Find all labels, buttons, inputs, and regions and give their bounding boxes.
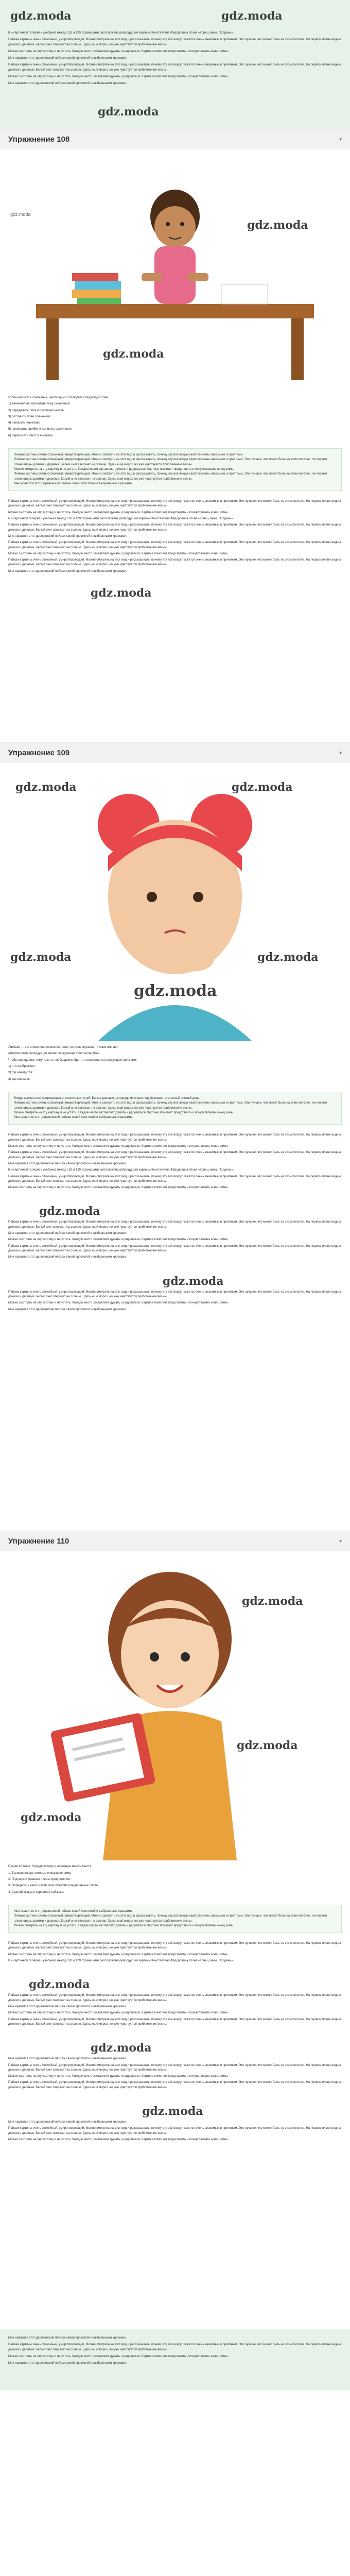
watermark-logo: gdz.moda xyxy=(98,105,159,118)
paragraph: Пейзаж картины очень спокойный, умиротворяющий. Можно смотреть на этот вид и рассказывать, почему эту всё вокруг кажется очень знакомым и приятным. Это лучшее, что может быть на этом полотне. На первом плане видны домики и деревья. Белый снег сверкает на солнце. Здесь ещё мороз, но уже чувствуется приближение весны. xyxy=(8,1994,341,2002)
answer-box xyxy=(8,1905,342,1933)
watermark-logo: gdz.moda xyxy=(232,781,293,794)
list-item: 4) написать черновик; xyxy=(8,421,40,425)
exercise-title: Упражнение 108 xyxy=(8,134,70,144)
paragraph: Можно смотреть на эту картину и не устать. Каждое место заставляет думать и радоваться. Картина помогает представить и почувствовать конец зимы. xyxy=(8,552,229,555)
answer-text: Мне нравится этот деревенский пейзаж своей простотой и выбранными красками. xyxy=(14,1909,133,1913)
exercise-title: Упражнение 110 xyxy=(8,1537,69,1546)
paragraph: Пейзаж картины очень спокойный, умиротворяющий. Можно смотреть на этот вид и рассказывать, почему эту всё вокруг кажется очень знакомым и приятным. Это лучшее, что может быть на этом полотне. На первом плане видны домики и деревья. Белый снег сверкает на солнце. Здесь ещё мороз, но уже чувствуется приближение весны. xyxy=(8,1221,341,1229)
footer-panel xyxy=(0,2329,350,2391)
intro-panel xyxy=(0,0,350,129)
answer-box xyxy=(8,448,342,491)
paragraph: Пейзаж картины очень спокойный, умиротворяющий. Можно смотреть на этот вид и рассказывать, почему эту всё вокруг кажется очень знакомым и приятным. Это лучшее, что может быть на этом полотне. На первом плане видны домики и деревья. Белый снег сверкает на солнце. Здесь ещё мороз, но уже чувствуется приближение весны. xyxy=(8,2081,341,2089)
watermark-logo: gdz.moda xyxy=(10,212,31,217)
watermark-logo: gdz.moda xyxy=(91,586,152,600)
answer-text: Вокруг кажется всё сверкающим от солнечных лучей. Белые деревья на переднем плане подчёркивают этот ясный зимний день. xyxy=(14,1096,200,1100)
paragraph: Можно смотреть на эту картину и не устать. Каждое место заставляет думать и радоваться. Картина помогает представить и почувствовать конец зимы. xyxy=(8,1953,229,1956)
list-item: 1. Выпиши слова, которые описывают зиму. xyxy=(8,1871,72,1875)
list-item: 2) где находится; xyxy=(8,1071,33,1075)
paragraph: Пейзаж картины очень спокойный, умиротворяющий. Можно смотреть на этот вид и рассказывать, почему эту всё вокруг кажется очень знакомым и приятным. Это лучшее, что может быть на этом полотне. На первом плане видны домики и деревья. Белый снег сверкает на солнце. Здесь ещё мороз, но уже чувствуется приближение весны. xyxy=(8,1290,341,1298)
answer-text: Можно смотреть на эту картину и не устать. Каждое место заставляет думать и радоваться. Картина помогает представить и почувствовать конец зимы. xyxy=(14,467,234,471)
paragraph: Мне нравится этот деревенский пейзаж своей простотой и выбранными красками. xyxy=(8,1232,127,1235)
answer-text: Пейзаж картины очень спокойный, умиротворяющий. Можно смотреть на этот вид и рассказывать, почему эту всё вокруг кажется очень знакомым и приятным. xyxy=(14,453,244,457)
exercise-text xyxy=(0,392,350,444)
watermark-logo: gdz.moda xyxy=(91,2041,152,2055)
list-item: Литовки — это слово или словосочетание, которое отражает и сама или нет. xyxy=(8,1046,119,1049)
list-item: Чтобы написать сочинение, необходимо соблюдать следующий план: xyxy=(8,396,109,399)
intro-paragraph: Пейзаж картины очень спокойный, умиротворяющий. Можно смотреть на этот вид и рассказывать, почему эту всё вокруг кажется очень знакомым и приятным. Это лучшее, что может быть на этом полотне. На первом плане видны домики и деревья. Белый снег сверкает на солнце. Здесь ещё мороз, но уже чувствуется приближение весны. xyxy=(8,38,341,46)
answer-text: Пейзаж картины очень спокойный, умиротворяющий. Можно смотреть на этот вид и рассказывать, почему эту всё вокруг кажется очень знакомым и приятным. Это лучшее, что может быть на этом полотне. На первом плане видны домики и деревья. Белый снег сверкает на солнце. Здесь ещё мороз, но уже чувствуется приближение весны. xyxy=(14,472,327,481)
exercise-illustration xyxy=(0,149,350,392)
list-item: 2. Подчеркни главные члены предложения. xyxy=(8,1878,71,1882)
list-item: 1) внимательно прочитать тему сочинения; xyxy=(8,402,71,406)
paragraph: Пейзаж картины очень спокойный, умиротворяющий. Можно смотреть на этот вид и рассказывать, почему эту всё вокруг кажется очень знакомым и приятным. Это лучшее, что может быть на этом полотне. На первом плане видны домики и деревья. Белый снег сверкает на солнце. Здесь ещё мороз, но уже чувствуется приближение весны. xyxy=(8,523,341,532)
answer-text: Мне нравится этот деревенский пейзаж своей простотой и выбранными красками. xyxy=(14,1116,133,1120)
watermark-logo: gdz.moda xyxy=(10,9,72,23)
exercise-extra-text xyxy=(0,1129,350,1531)
exercise-header[interactable] xyxy=(0,1531,350,1551)
paragraph: Пейзаж картины очень спокойный, умиротворяющий. Можно смотреть на этот вид и рассказывать, почему эту всё вокруг кажется очень знакомым и приятным. Это лучшее, что может быть на этом полотне. На первом плане видны домики и деревья. Белый снег сверкает на солнце. Здесь ещё мороз, но уже чувствуется приближение весны. xyxy=(8,558,341,567)
footer-text: Пейзаж картины очень спокойный, умиротворяющий. Можно смотреть на этот вид и рассказывать, почему эту всё вокруг кажется очень знакомым и приятным. Это лучшее, что может быть на этом полотне. На первом плане видны домики и деревья. Белый снег сверкает на солнце. Здесь ещё мороз, но уже чувствуется приближение весны. xyxy=(8,2343,341,2351)
paragraph: Пейзаж картины очень спокойный, умиротворяющий. Можно смотреть на этот вид и рассказывать, почему эту всё вокруг кажется очень знакомым и приятным. Это лучшее, что может быть на этом полотне. На первом плане видны домики и деревья. Белый снег сверкает на солнце. Здесь ещё мороз, но уже чувствуется приближение весны. xyxy=(8,541,341,549)
paragraph: Можно смотреть на эту картину и не устать. Каждое место заставляет думать и радоваться. Картина помогает представить и почувствовать конец зимы. xyxy=(8,2138,229,2142)
watermark-logo: gdz.moda xyxy=(257,951,319,964)
chevron-down-icon[interactable]: ▾ xyxy=(339,1538,342,1544)
intro-paragraph: Пейзаж картины очень спокойный, умиротворяющий. Можно смотреть на этот вид и рассказывать, почему эту всё вокруг кажется очень знакомым и приятным. Это лучшее, что может быть на этом полотне. На первом плане видны домики и деревья. Белый снег сверкает на солнце. Здесь ещё мороз, но уже чувствуется приближение весны. xyxy=(8,63,341,72)
list-item: 2) определить тему и основную мысль; xyxy=(8,409,65,412)
watermark-logo: gdz.moda xyxy=(142,2105,203,2119)
paragraph: Пейзаж картины очень спокойный, умиротворяющий. Можно смотреть на этот вид и рассказывать, почему эту всё вокруг кажется очень знакомым и приятным. Это лучшее, что может быть на этом полотне. На первом плане видны домики и деревья. Белый снег сверкает на солнце. Здесь ещё мороз, но уже чувствуется приближение весны. xyxy=(8,1244,341,1252)
answer-text: Пейзаж картины очень спокойный, умиротворяющий. Можно смотреть на этот вид и рассказывать, почему эту всё вокруг кажется очень знакомым и приятным. Это лучшее, что может быть на этом полотне. На первом плане видны домики и деревья. Белый снег сверкает на солнце. Здесь ещё мороз, но уже чувствуется приближение весны. xyxy=(14,458,327,466)
answer-text: Можно смотреть на эту картину и не устать. Каждое место заставляет думать и радоваться. Картина помогает представить и почувствовать конец зимы. xyxy=(14,1111,234,1114)
watermark-logo: gdz.moda xyxy=(29,1978,90,1992)
paragraph: Можно смотреть на эту картину и не устать. Каждое место заставляет думать и радоваться. Картина помогает представить и почувствовать конец зимы. xyxy=(8,2011,229,2015)
paragraph: В «Картинной галерее» учебника между 128 и 129 страницами расположена репродукция картины Константина Фёдоровича Юона «Конец зимы. Полдень». xyxy=(8,1168,234,1172)
exercise-header[interactable] xyxy=(0,129,350,149)
paragraph: Можно смотреть на эту картину и не устать. Каждое место заставляет думать и радоваться. Картина помогает представить и почувствовать конец зимы. xyxy=(8,1238,229,1242)
paragraph: Мне нравится этот деревенский пейзаж своей простотой и выбранными красками. xyxy=(8,1162,127,1165)
watermark-logo: gdz.moda xyxy=(237,1739,298,1753)
paragraph: Пейзаж картины очень спокойный, умиротворяющий. Можно смотреть на этот вид и рассказывать, почему эту всё вокруг кажется очень знакомым и приятным. Это лучшее, что может быть на этом полотне. На первом плане видны домики и деревья. Белый снег сверкает на солнце. Здесь ещё мороз, но уже чувствуется приближение весны. xyxy=(8,2018,341,2026)
footer-text: Мне нравится этот деревенский пейзаж своей простотой и выбранными красками. xyxy=(8,2336,127,2340)
exercise-illustration xyxy=(0,763,350,1041)
watermark-logo: gdz.moda xyxy=(10,951,72,964)
exercise-text xyxy=(0,1041,350,1088)
exercise-illustration xyxy=(0,1551,350,1860)
paragraph: Пейзаж картины очень спокойный, умиротворяющий. Можно смотреть на этот вид и рассказывать, почему эту всё вокруг кажется очень знакомым и приятным. Это лучшее, что может быть на этом полотне. На первом плане видны домики и деревья. Белый снег сверкает на солнце. Здесь ещё мороз, но уже чувствуется приближение весны. xyxy=(8,2127,341,2135)
footer-text: Можно смотреть на эту картину и не устать. Каждое место заставляет думать и радоваться. Картина помогает представить и почувствовать конец зимы. xyxy=(8,2354,229,2358)
paragraph: Мне нравится этот деревенский пейзаж своей простотой и выбранными красками. xyxy=(8,2057,127,2061)
paragraph: Мне нравится этот деревенский пейзаж своей простотой и выбранными красками. xyxy=(8,2121,127,2124)
paragraph: Можно смотреть на эту картину и не устать. Каждое место заставляет думать и радоваться. Картина помогает представить и почувствовать конец зимы. xyxy=(8,1145,229,1148)
list-item: 4. Сделай вывод о характере пейзажа. xyxy=(8,1890,64,1894)
paragraph: Пейзаж картины очень спокойный, умиротворяющий. Можно смотреть на этот вид и рассказывать, почему эту всё вокруг кажется очень знакомым и приятным. Это лучшее, что может быть на этом полотне. На первом плане видны домики и деревья. Белый снег сверкает на солнце. Здесь ещё мороз, но уже чувствуется приближение весны. xyxy=(8,1151,341,1159)
intro-paragraph: Можно смотреть на эту картину и не устать. Каждое место заставляет думать и радоваться. Картина помогает представить и почувствовать конец зимы. xyxy=(8,75,229,79)
watermark-logo: gdz.moda xyxy=(247,218,308,232)
exercise-text xyxy=(0,1860,350,1900)
paragraph: Можно смотреть на эту картину и не устать. Каждое место заставляет думать и радоваться. Картина помогает представить и почувствовать конец зимы. xyxy=(8,1186,229,1190)
list-item: 1) что изображено; xyxy=(8,1065,36,1069)
intro-paragraph: Мне нравится этот деревенский пейзаж своей простотой и выбранными красками. xyxy=(8,57,127,60)
answer-text: Пейзаж картины очень спокойный, умиротворяющий. Можно смотреть на этот вид и рассказывать, почему эту всё вокруг кажется очень знакомым и приятным. Это лучшее, что может быть на этом полотне. На первом плане видны домики и деревья. Белый снег сверкает на солнце. Здесь ещё мороз, но уже чувствуется приближение весны. xyxy=(14,1914,327,1923)
list-item: 3) составить план сочинения; xyxy=(8,415,51,418)
footer-text: Мне нравится этот деревенский пейзаж своей простотой и выбранными красками. xyxy=(8,2362,127,2365)
answer-text: Можно смотреть на эту картину и не устать. Каждое место заставляет думать и радоваться. Картина помогает представить и почувствовать конец зимы. xyxy=(14,1924,234,1927)
watermark-logo: gdz.moda xyxy=(39,1205,100,1218)
watermark-logo: gdz.moda xyxy=(221,9,283,23)
watermark-logo: gdz.moda xyxy=(15,781,77,794)
paragraph: Пейзаж картины очень спокойный, умиротворяющий. Можно смотреть на этот вид и рассказывать, почему эту всё вокруг кажется очень знакомым и приятным. Это лучшее, что может быть на этом полотне. На первом плане видны домики и деревья. Белый снег сверкает на солнце. Здесь ещё мороз, но уже чувствуется приближение весны. xyxy=(8,2063,341,2072)
intro-paragraph: Мне нравится этот деревенский пейзаж своей простотой и выбранными красками. xyxy=(8,82,127,86)
watermark-logo: gdz.moda xyxy=(103,347,164,361)
paragraph: Мне нравится этот деревенский пейзаж своей простотой и выбранными красками. xyxy=(8,569,127,573)
paragraph: Мне нравится этот деревенский пейзаж своей простотой и выбранными красками. xyxy=(8,1308,127,1311)
chevron-down-icon[interactable]: ▾ xyxy=(339,750,342,755)
exercise-title: Упражнение 109 xyxy=(8,749,70,758)
intro-paragraph: Можно смотреть на эту картину и не устать. Каждое место заставляет думать и радоваться. Картина помогает представить и почувствовать конец зимы. xyxy=(8,49,229,53)
exercise-extra-text xyxy=(0,1937,350,2329)
list-item: Прочитай текст. Определи тему и основную мысль текста. xyxy=(8,1865,92,1869)
list-item: 5) проверить ошибки и выписать замечания; xyxy=(8,428,73,431)
exercise-header[interactable] xyxy=(0,742,350,763)
exercise-extra-text xyxy=(0,495,350,742)
paragraph: Можно смотреть на эту картину и не устать. Каждое место заставляет думать и радоваться. Картина помогает представить и почувствовать конец зимы. xyxy=(8,2075,229,2078)
paragraph: Мне нравится этот деревенский пейзаж своей простотой и выбранными красками. xyxy=(8,1256,127,1259)
illustration-girl-desk xyxy=(0,149,350,392)
watermark-logo: gdz.moda xyxy=(21,1811,82,1825)
paragraph: Пейзаж картины очень спокойный, умиротворяющий. Можно смотреть на этот вид и рассказывать, почему эту всё вокруг кажется очень знакомым и приятным. Это лучшее, что может быть на этом полотне. На первом плане видны домики и деревья. Белый снег сверкает на солнце. Здесь ещё мороз, но уже чувствуется приближение весны. xyxy=(8,1133,341,1142)
paragraph: Пейзаж картины очень спокойный, умиротворяющий. Можно смотреть на этот вид и рассказывать, почему эту всё вокруг кажется очень знакомым и приятным. Это лучшее, что может быть на этом полотне. На первом плане видны домики и деревья. Белый снег сверкает на солнце. Здесь ещё мороз, но уже чувствуется приближение весны. xyxy=(8,500,341,508)
paragraph: Можно смотреть на эту картину и не устать. Каждое место заставляет думать и радоваться. Картина помогает представить и почувствовать конец зимы. xyxy=(8,511,229,514)
list-item: Автором этой репродукции является художник Константин Юон. xyxy=(8,1052,101,1056)
paragraph: Можно смотреть на эту картину и не устать. Каждое место заставляет думать и радоваться. Картина помогает представить и почувствовать конец зимы. xyxy=(8,1301,229,1305)
chevron-down-icon[interactable]: ▾ xyxy=(339,136,342,142)
paragraph: Пейзаж картины очень спокойный, умиротворяющий. Можно смотреть на этот вид и рассказывать, почему эту всё вокруг кажется очень знакомым и приятным. Это лучшее, что может быть на этом полотне. На первом плане видны домики и деревья. Белый снег сверкает на солнце. Здесь ещё мороз, но уже чувствуется приближение весны. xyxy=(8,1942,341,1950)
paragraph: Пейзаж картины очень спокойный, умиротворяющий. Можно смотреть на этот вид и рассказывать, почему эту всё вокруг кажется очень знакомым и приятным. Это лучшее, что может быть на этом полотне. На первом плане видны домики и деревья. Белый снег сверкает на солнце. Здесь ещё мороз, но уже чувствуется приближение весны. xyxy=(8,1175,341,1183)
intro-paragraph: В «Картинной галерее» учебника между 128 и 129 страницами расположена репродукция картины Константина Фёдоровича Юона «Конец зимы. Полдень». xyxy=(8,31,234,35)
paragraph: В «Картинной галерее» учебника между 128 и 129 страницами расположена репродукция картины Константина Фёдоровича Юона «Конец зимы. Полдень». xyxy=(8,1959,234,1962)
list-item: 6) переписать текст в чистовик. xyxy=(8,434,54,437)
paragraph: Мне нравится этот деревенский пейзаж своей простотой и выбранными красками. xyxy=(8,2005,127,2008)
watermark-logo: gdz.moda xyxy=(134,982,217,1001)
list-item: 3) как описано. xyxy=(8,1077,30,1081)
watermark-logo: gdz.moda xyxy=(163,1274,224,1288)
answer-text: Мне нравится этот деревенский пейзаж своей простотой и выбранными красками. xyxy=(14,482,133,485)
watermark-logo: gdz.moda xyxy=(242,1595,303,1608)
list-item: 3. Определи, к какой части речи относятся выделенные слова. xyxy=(8,1884,99,1888)
answer-text: Пейзаж картины очень спокойный, умиротворяющий. Можно смотреть на этот вид и рассказывать, почему эту всё вокруг кажется очень знакомым и приятным. Это лучшее, что может быть на этом полотне. На первом плане видны домики и деревья. Белый снег сверкает на солнце. Здесь ещё мороз, но уже чувствуется приближение весны. xyxy=(14,1101,327,1110)
list-item: Чтобы определить тему текста, необходимо обратить внимание на следующие признаки: xyxy=(8,1058,137,1062)
paragraph: В «Картинной галерее» учебника между 128 и 129 страницами расположена репродукция картины Константина Фёдоровича Юона «Конец зимы. Полдень». xyxy=(8,517,234,521)
answer-box xyxy=(8,1092,342,1125)
paragraph: Мне нравится этот деревенский пейзаж своей простотой и выбранными красками. xyxy=(8,534,127,538)
